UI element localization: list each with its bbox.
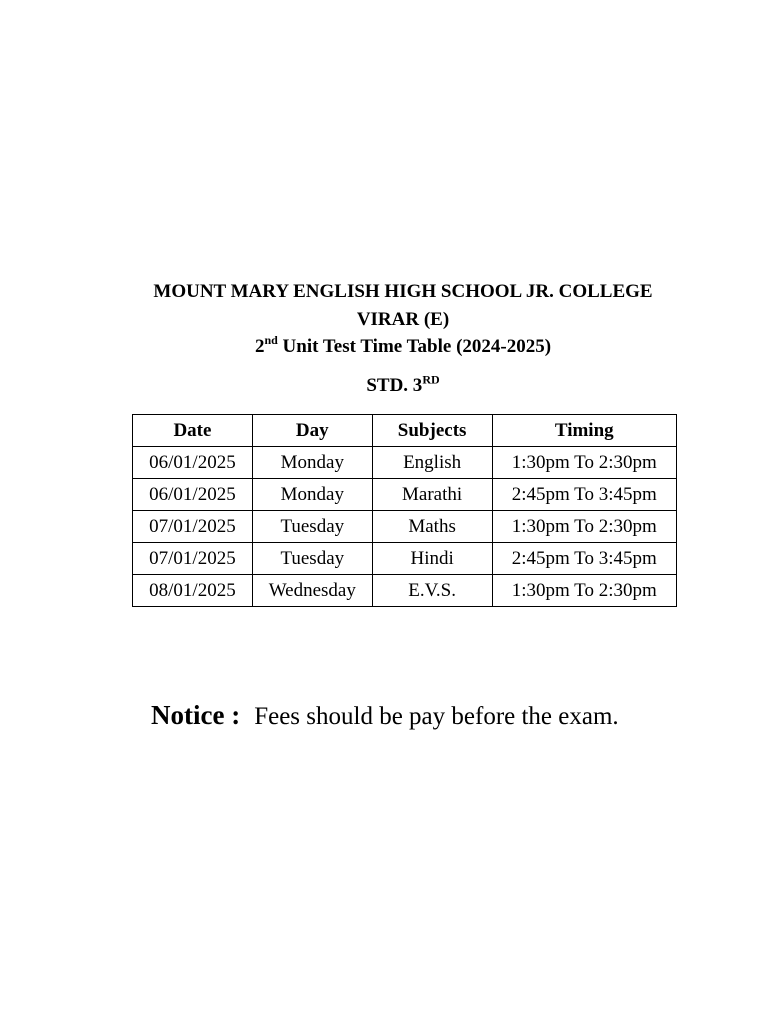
cell-date: 06/01/2025 <box>133 447 253 479</box>
table-row <box>133 511 677 543</box>
cell-date: 08/01/2025 <box>133 575 253 607</box>
cell-date: 06/01/2025 <box>133 479 253 511</box>
notice-text: Fees should be pay before the exam. <box>254 703 619 730</box>
cell-day: Wednesday <box>252 575 372 607</box>
cell-day: Monday <box>252 479 372 511</box>
table-row <box>133 543 677 575</box>
column-header-date: Date <box>133 415 253 447</box>
exam-ordinal-number: 2 <box>254 336 265 357</box>
cell-subject: E.V.S. <box>372 575 492 607</box>
cell-timing: 1:30pm To 2:30pm <box>492 575 677 607</box>
table-row <box>133 575 677 607</box>
standard-label <box>0 372 768 399</box>
cell-timing: 2:45pm To 3:45pm <box>492 543 677 575</box>
school-location: VIRAR (E) <box>356 308 450 330</box>
cell-subject: English <box>372 447 492 479</box>
exam-title-line <box>0 333 768 361</box>
cell-day: Tuesday <box>252 543 372 575</box>
school-name: MOUNT MARY ENGLISH HIGH SCHOOL JR. COLLEGE <box>153 281 653 302</box>
notice <box>151 700 751 731</box>
table-row <box>133 447 677 479</box>
cell-timing: 1:30pm To 2:30pm <box>492 447 677 479</box>
cell-subject: Marathi <box>372 479 492 511</box>
standard-suffix: RD <box>422 372 440 387</box>
exam-title: Unit Test Time Table (2024-2025) <box>282 336 552 357</box>
timetable <box>132 414 677 607</box>
standard-text: STD. 3 <box>366 375 423 396</box>
cell-date: 07/01/2025 <box>133 511 253 543</box>
table-row <box>133 479 677 511</box>
column-header-day: Day <box>252 415 372 447</box>
cell-subject: Maths <box>372 511 492 543</box>
notice-label: Notice : <box>151 700 241 730</box>
cell-day: Monday <box>252 447 372 479</box>
cell-subject: Hindi <box>372 543 492 575</box>
exam-ordinal-suffix: nd <box>264 332 278 347</box>
cell-timing: 2:45pm To 3:45pm <box>492 479 677 511</box>
table-header-row <box>133 415 677 447</box>
cell-timing: 1:30pm To 2:30pm <box>492 511 677 543</box>
column-header-timing: Timing <box>492 415 677 447</box>
cell-day: Tuesday <box>252 511 372 543</box>
cell-date: 07/01/2025 <box>133 543 253 575</box>
document-header <box>0 278 768 361</box>
column-header-subjects: Subjects <box>372 415 492 447</box>
